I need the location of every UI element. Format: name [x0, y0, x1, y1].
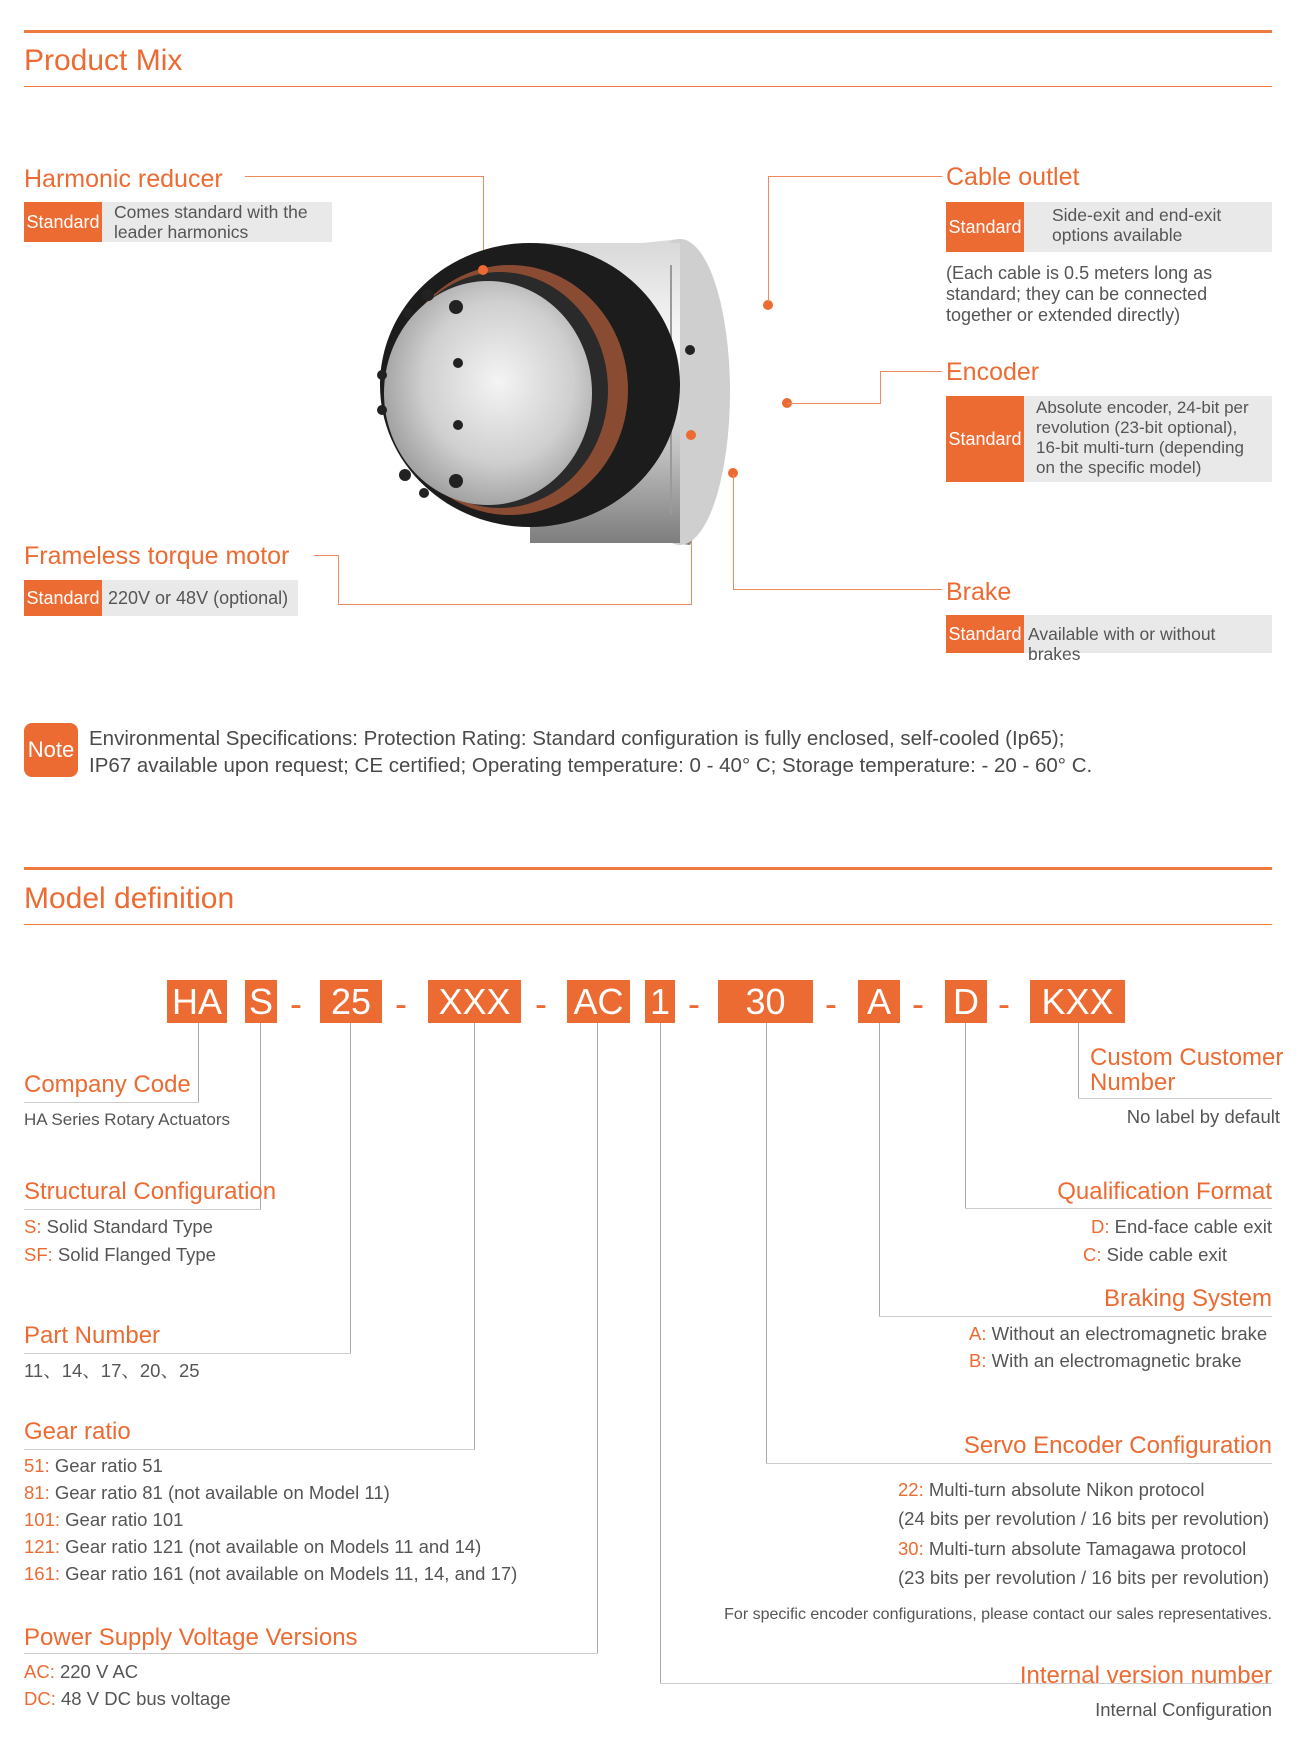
- encoder-standard-badge: Standard: [946, 396, 1024, 482]
- gear-key-4: 121:: [24, 1536, 61, 1557]
- braking-line-2: [969, 1347, 1242, 1374]
- code-dash-2: -: [395, 983, 407, 1024]
- connector-braking-v: [879, 1023, 880, 1317]
- servo-line-3: [898, 1535, 1246, 1562]
- harmonic-reducer-title: Harmonic reducer: [24, 165, 223, 193]
- motor-leader-h2: [338, 604, 691, 605]
- rule-braking: [879, 1316, 1272, 1317]
- note-text: [89, 725, 1092, 779]
- braking-key-2: B:: [969, 1350, 987, 1371]
- power-val-2: 48 V DC bus voltage: [55, 1688, 231, 1709]
- cable-note-line-1: (Each cable is 0.5 meters long as: [946, 263, 1213, 283]
- structural-title: Structural Configuration: [24, 1178, 277, 1205]
- gear-ratio-title: Gear ratio: [24, 1418, 131, 1445]
- gear-line-1: [24, 1452, 163, 1479]
- code-seg-ha: HA: [167, 980, 227, 1023]
- motor-callout-dot: [686, 430, 696, 440]
- brake-leader-h: [733, 589, 942, 590]
- part-number-desc: 11、14、17、20、25: [24, 1360, 200, 1381]
- encoder-desc-line-4: on the specific model): [1036, 458, 1202, 477]
- structural-line-1: [24, 1213, 213, 1240]
- top-rule: [24, 30, 1272, 33]
- qualification-line-1: [1091, 1213, 1272, 1240]
- harmonic-leader-h: [245, 176, 483, 177]
- encoder-title: Encoder: [946, 358, 1040, 386]
- connector-company-v: [198, 1023, 199, 1103]
- rule-qualification: [965, 1208, 1272, 1209]
- power-val-1: 220 V AC: [54, 1661, 139, 1682]
- braking-val-2: With an electromagnetic brake: [986, 1350, 1242, 1371]
- braking-title: Braking System: [1103, 1285, 1272, 1312]
- encoder-desc-line-1: Absolute encoder, 24-bit per: [1036, 398, 1249, 417]
- gear-val-3: Gear ratio 101: [60, 1509, 184, 1530]
- code-seg-25: 25: [320, 980, 382, 1023]
- qualification-title: Qualification Format: [1057, 1178, 1272, 1205]
- code-seg-d: D: [945, 980, 987, 1023]
- brake-leader-v: [733, 474, 734, 590]
- cable-note-line-3: together or extended directly): [946, 305, 1181, 325]
- custom-title-line-1: Custom Customer: [1090, 1044, 1284, 1071]
- braking-line-1: [969, 1320, 1267, 1347]
- cable-desc-line-1: Side-exit and end-exit: [1052, 205, 1222, 225]
- connector-custom-v: [1078, 1023, 1079, 1099]
- servo-note: For specific encoder configurations, please contact our sales representatives.: [724, 1606, 1272, 1623]
- code-dash-5: -: [825, 983, 837, 1024]
- power-line-2: [24, 1685, 231, 1712]
- motor-standard-badge: Standard: [24, 580, 102, 616]
- connector-gear-v: [474, 1023, 475, 1450]
- cable-desc-box: [1024, 202, 1272, 252]
- gear-line-5: [24, 1560, 517, 1587]
- actuator-image: [360, 225, 830, 565]
- encoder-leader-v: [880, 371, 881, 403]
- gear-line-3: [24, 1506, 183, 1533]
- connector-qualification-v: [965, 1023, 966, 1209]
- rule-part: [24, 1353, 351, 1354]
- brake-standard-badge: Standard: [946, 615, 1024, 653]
- connector-servo-v: [766, 1023, 767, 1464]
- gear-key-5: 161:: [24, 1563, 61, 1584]
- gear-val-4: Gear ratio 121 (not available on Models 11 and 14): [60, 1536, 482, 1557]
- structural-val-2: Solid Flanged Type: [52, 1244, 216, 1265]
- structural-key-2: SF:: [24, 1244, 53, 1265]
- harmonic-desc-line-1: Comes standard with the: [114, 202, 308, 222]
- gear-val-2: Gear ratio 81 (not available on Model 11): [49, 1482, 390, 1503]
- servo-line-2: (24 bits per revolution / 16 bits per revolution): [898, 1508, 1270, 1529]
- code-seg-a: A: [858, 980, 900, 1023]
- qualification-val-2: Side cable exit: [1101, 1244, 1227, 1265]
- company-code-title: Company Code: [24, 1071, 191, 1098]
- harmonic-callout-dot: [478, 265, 488, 275]
- harmonic-desc-line-2: leader harmonics: [114, 222, 249, 242]
- structural-key-1: S:: [24, 1216, 42, 1237]
- code-dash-4: -: [688, 983, 700, 1024]
- rule-structural: [24, 1209, 261, 1210]
- power-title: Power Supply Voltage Versions: [24, 1624, 358, 1651]
- model-definition-title: Model definition: [24, 882, 235, 915]
- connector-power-v: [597, 1023, 598, 1654]
- cable-leader-h: [768, 176, 942, 177]
- model-definition-underline: [24, 924, 1272, 925]
- qualification-key-1: D:: [1091, 1216, 1110, 1237]
- gear-key-1: 51:: [24, 1455, 50, 1476]
- connector-part-v: [350, 1023, 351, 1354]
- model-rule: [24, 867, 1272, 870]
- encoder-desc-line-2: revolution (23-bit optional),: [1036, 418, 1238, 437]
- rule-company: [24, 1102, 199, 1103]
- cable-note: [946, 263, 1212, 326]
- power-key-1: AC:: [24, 1661, 55, 1682]
- cable-standard-badge: Standard: [946, 202, 1024, 252]
- custom-number-title: [1090, 1045, 1283, 1095]
- encoder-desc-box: [1024, 396, 1272, 482]
- note-line-2: IP67 available upon request; CE certified; Operating temperature: 0 - 40° C; Storage temperature: - 20 - 60° C.: [89, 754, 1093, 777]
- custom-number-desc: No label by default: [1126, 1106, 1280, 1127]
- connector-internal-v: [660, 1023, 661, 1684]
- code-dash-7: -: [998, 983, 1010, 1024]
- power-key-2: DC:: [24, 1688, 56, 1709]
- product-mix-underline: [24, 86, 1272, 87]
- qualification-val-1: End-face cable exit: [1109, 1216, 1272, 1237]
- structural-line-2: [24, 1241, 216, 1268]
- code-dash-1: -: [290, 983, 302, 1024]
- qualification-key-2: C:: [1083, 1244, 1102, 1265]
- cable-leader-v: [768, 176, 769, 302]
- part-number-title: Part Number: [24, 1322, 161, 1349]
- servo-line-1: [898, 1476, 1204, 1503]
- code-dash-3: -: [535, 983, 547, 1024]
- servo-val-1: Multi-turn absolute Nikon protocol: [923, 1479, 1205, 1500]
- motor-title: Frameless torque motor: [24, 542, 290, 570]
- structural-val-1: Solid Standard Type: [41, 1216, 213, 1237]
- code-seg-kxx: KXX: [1030, 980, 1125, 1023]
- servo-val-3: Multi-turn absolute Tamagawa protocol: [923, 1538, 1247, 1559]
- cable-outlet-title: Cable outlet: [946, 163, 1080, 191]
- servo-key-1: 22:: [898, 1479, 924, 1500]
- custom-title-line-2: Number: [1090, 1069, 1176, 1096]
- servo-title: Servo Encoder Configuration: [963, 1432, 1272, 1459]
- code-seg-30: 30: [718, 980, 813, 1023]
- brake-title: Brake: [946, 578, 1012, 606]
- code-seg-ac: AC: [567, 980, 630, 1023]
- product-mix-title: Product Mix: [24, 44, 183, 77]
- gear-key-3: 101:: [24, 1509, 61, 1530]
- braking-val-1: Without an electromagnetic brake: [986, 1323, 1268, 1344]
- encoder-desc-line-3: 16-bit multi-turn (depending: [1036, 438, 1244, 457]
- code-seg-xxx: XXX: [428, 980, 521, 1023]
- company-code-desc: HA Series Rotary Actuators: [24, 1110, 230, 1129]
- encoder-leader-h2: [787, 403, 881, 404]
- power-line-1: [24, 1658, 138, 1685]
- motor-desc-box: 220V or 48V (optional): [102, 580, 298, 616]
- servo-line-4: (23 bits per revolution / 16 bits per revolution): [898, 1567, 1270, 1588]
- internal-version-title: Internal version number: [1019, 1662, 1272, 1689]
- gear-val-1: Gear ratio 51: [49, 1455, 163, 1476]
- rule-servo: [766, 1463, 1272, 1464]
- harmonic-desc-box: [102, 202, 332, 242]
- gear-line-4: [24, 1533, 481, 1560]
- gear-val-5: Gear ratio 161 (not available on Models 11, 14, and 17): [60, 1563, 518, 1584]
- harmonic-standard-badge: Standard: [24, 202, 102, 242]
- note-badge: Note: [24, 723, 78, 777]
- code-seg-1: 1: [645, 980, 675, 1023]
- gear-key-2: 81:: [24, 1482, 50, 1503]
- gear-line-2: [24, 1479, 390, 1506]
- rule-gear: [24, 1449, 475, 1450]
- cable-desc-line-2: options available: [1052, 225, 1183, 245]
- qualification-line-2: [1083, 1241, 1227, 1268]
- rule-power: [24, 1653, 598, 1654]
- note-line-1: Environmental Specifications: Protection Rating: Standard configuration is fully enclosed, self-cooled (Ip65);: [89, 727, 1065, 750]
- brake-desc-box: Available with or without brakes: [1024, 615, 1272, 653]
- rule-custom: [1078, 1098, 1272, 1099]
- motor-leader-h1: [314, 555, 338, 556]
- code-dash-6: -: [912, 983, 924, 1024]
- motor-leader-v: [338, 555, 339, 605]
- braking-key-1: A:: [969, 1323, 987, 1344]
- encoder-leader-h1: [880, 371, 942, 372]
- internal-version-desc: Internal Configuration: [1095, 1699, 1272, 1720]
- servo-key-3: 30:: [898, 1538, 924, 1559]
- cable-note-line-2: standard; they can be connected: [946, 284, 1208, 304]
- code-seg-s: S: [245, 980, 277, 1023]
